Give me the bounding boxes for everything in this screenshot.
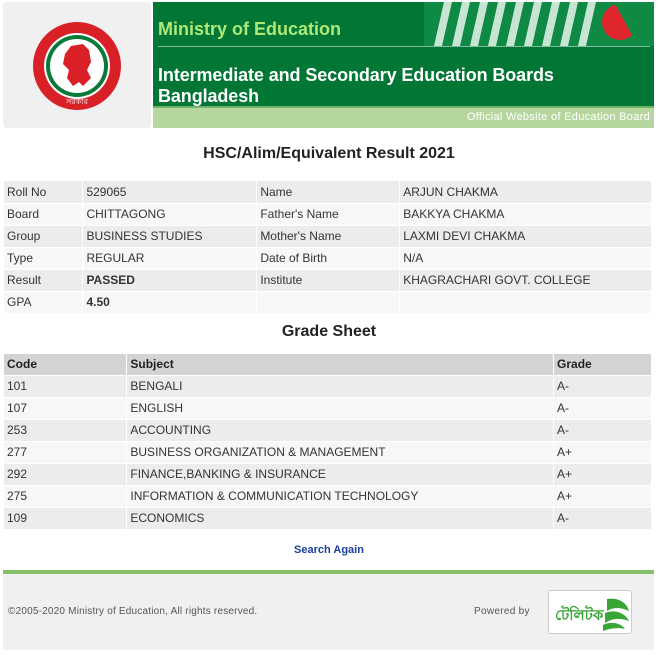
subject-name: ENGLISH — [127, 397, 554, 419]
banner-divider — [158, 46, 650, 47]
subject-name: ACCOUNTING — [127, 419, 554, 441]
table-row — [4, 507, 652, 529]
official-website-tagline: Official Website of Education Board — [466, 111, 650, 123]
subject-grade: A+ — [554, 485, 652, 507]
name-label: Name — [257, 181, 400, 203]
student-info-table — [4, 181, 652, 314]
code-header: Code — [4, 354, 127, 375]
subject-grade: A+ — [554, 463, 652, 485]
dob-label: Date of Birth — [257, 247, 400, 269]
subject-name: INFORMATION & COMMUNICATION TECHNOLOGY — [127, 485, 554, 507]
subject-code: 253 — [4, 419, 127, 441]
info-row — [4, 203, 652, 225]
logo-panel — [3, 2, 151, 128]
grade-header-row — [4, 354, 652, 375]
grade-sheet-title: Grade Sheet — [281, 323, 377, 340]
table-row — [4, 375, 652, 397]
subject-code: 277 — [4, 441, 127, 463]
father-label: Father's Name — [257, 203, 400, 225]
header-banner — [153, 2, 654, 106]
empty-cell — [400, 291, 652, 313]
board-title: Intermediate and Secondary Education Boards Bangladesh — [158, 65, 554, 106]
subject-name: ECONOMICS — [127, 507, 554, 529]
subject-code: 109 — [4, 507, 127, 529]
teletalk-logo[interactable] — [548, 590, 632, 634]
seal-bottom-text: সরকার — [65, 97, 89, 106]
footer-divider — [3, 570, 654, 574]
subject-code: 292 — [4, 463, 127, 485]
teletalk-logo-icon — [549, 591, 633, 635]
subject-grade: A- — [554, 397, 652, 419]
table-row — [4, 419, 652, 441]
mother-value: LAXMI DEVI CHAKMA — [400, 225, 652, 247]
father-value: BAKKYA CHAKMA — [400, 203, 652, 225]
group-label: Group — [4, 225, 83, 247]
type-value: REGULAR — [83, 247, 257, 269]
grade-sheet-table — [4, 354, 652, 529]
info-row — [4, 269, 652, 291]
type-label: Type — [4, 247, 83, 269]
info-row — [4, 247, 652, 269]
site-header — [3, 2, 654, 128]
search-again-link[interactable]: Search Again — [294, 544, 364, 556]
roll-label: Roll No — [4, 181, 83, 203]
name-value: ARJUN CHAKMA — [400, 181, 652, 203]
subject-grade: A- — [554, 507, 652, 529]
info-row — [4, 181, 652, 203]
board-label: Board — [4, 203, 83, 225]
gpa-label: GPA — [4, 291, 83, 313]
subject-grade: A+ — [554, 441, 652, 463]
svg-text:টেলিটক: টেলিটক — [555, 606, 604, 624]
result-value: PASSED — [83, 269, 257, 291]
institute-label: Institute — [257, 269, 400, 291]
mother-label: Mother's Name — [257, 225, 400, 247]
subject-grade: A- — [554, 375, 652, 397]
subject-code: 275 — [4, 485, 127, 507]
grade-header: Grade — [554, 354, 652, 375]
dob-value: N/A — [400, 247, 652, 269]
info-row — [4, 291, 652, 313]
powered-by-label: Powered by — [474, 606, 530, 617]
table-row — [4, 463, 652, 485]
ministry-title: Ministry of Education — [158, 19, 342, 39]
table-row — [4, 397, 652, 419]
subject-name: BENGALI — [127, 375, 554, 397]
info-row — [4, 225, 652, 247]
board-value: CHITTAGONG — [83, 203, 257, 225]
subject-header: Subject — [127, 354, 554, 375]
subject-grade: A- — [554, 419, 652, 441]
result-title: HSC/Alim/Equivalent Result 2021 — [203, 145, 455, 162]
subject-code: 101 — [4, 375, 127, 397]
gpa-value: 4.50 — [83, 291, 257, 313]
subject-name: BUSINESS ORGANIZATION & MANAGEMENT — [127, 441, 554, 463]
tagline-bar — [153, 106, 654, 128]
result-label: Result — [4, 269, 83, 291]
group-value: BUSINESS STUDIES — [83, 225, 257, 247]
institute-value: KHAGRACHARI GOVT. COLLEGE — [400, 269, 652, 291]
flag-decoration — [424, 2, 654, 46]
table-row — [4, 441, 652, 463]
subject-name: FINANCE,BANKING & INSURANCE — [127, 463, 554, 485]
subject-code: 107 — [4, 397, 127, 419]
copyright-text: ©2005-2020 Ministry of Education, All rights reserved. — [8, 606, 258, 617]
empty-cell — [257, 291, 400, 313]
government-seal-logo — [31, 20, 123, 112]
site-footer — [3, 570, 654, 650]
roll-value: 529065 — [83, 181, 257, 203]
table-row — [4, 485, 652, 507]
